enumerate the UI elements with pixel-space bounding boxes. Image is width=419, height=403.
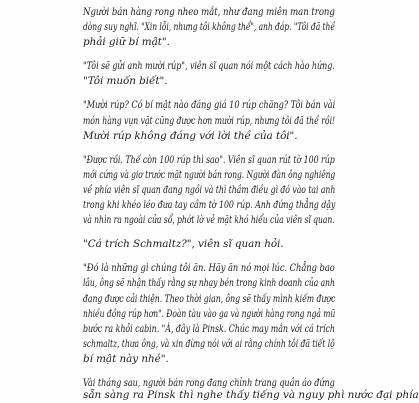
text-line: mới cứng và giơ trước mặt người bán rong. Người đàn ông nghiêng <box>83 168 336 181</box>
text-line: nhiều đồng rúp hơn". Đoàn tàu vào ga và người hàng rong ngả mũ <box>83 307 336 320</box>
text-line: món hàng vụn vặt cũng được hơn mười rúp, nhưng tôi đã thề rồi! <box>83 114 336 127</box>
paragraph <box>83 261 335 367</box>
text-line: "Tôi sẽ gửi anh mười rúp", viên sĩ quan nói một cách hào hứng. <box>83 60 335 73</box>
text-line: Người bán hàng rong nheo mắt, như đang miên man trong <box>83 6 335 18</box>
paragraph <box>83 153 335 228</box>
text-line: trong khi khéo léo đưa tay cầm tờ 100 rúp. Anh đứng thẳng dậy <box>83 199 336 212</box>
body-text <box>83 5 419 401</box>
text-line: "Tôi muốn biết". <box>83 75 168 88</box>
text-line: "Cá trích Schmaltz?", viên sĩ quan hỏi. <box>83 238 284 251</box>
text-line: về phía viên sĩ quan đang ngồi và thì thầm điều gì đó vào tai anh <box>83 183 336 196</box>
text-line: đang được cải thiện. Theo thời gian, ông sẽ thấy mình kiếm được <box>83 292 336 305</box>
text-line: bước ra khỏi cabin. "À, đây là Pinsk. Chúc may mắn với cá trích <box>83 322 335 335</box>
text-line: dòng suy nghĩ. "Xin lỗi, nhưng tôi không thể", anh đáp. "Tôi đã thề <box>83 21 335 34</box>
text-line: Vài tháng sau, người bán rong đang chỉnh trang quần áo đứng <box>83 376 335 389</box>
text-line: "Mười rúp? Có bí mật nào đáng giá 10 rúp chăng? Tôi bán vài <box>83 99 336 112</box>
text-line: bí mật này nhé". <box>83 352 169 365</box>
paragraph <box>83 5 335 50</box>
text-line: và nhìn ra ngoài cửa sổ, phớt lờ vẻ mặt khó hiểu của viên sĩ quan. <box>83 214 335 227</box>
text-line: lâu, ông sẽ nhận thấy rằng sự nhạy bén trong kinh doanh của anh <box>83 277 335 290</box>
text-line: phải giữ bí mật". <box>83 36 170 49</box>
text-line: "Được rồi. Thế còn 100 rúp thì sao". Viên sĩ quan rút tờ 100 rúp <box>83 153 335 166</box>
paragraph <box>83 98 335 143</box>
text-line: Mười rúp không đáng với lời thề của tôi". <box>83 129 298 142</box>
text-line: "Đó là những gì chúng tôi ăn. Hãy ăn nó mọi lúc. Chẳng bao <box>83 262 335 275</box>
cutoff-text-line: sẵn sàng ra Pinsk thì nghe thấy tiếng và nguy phì nước đại phía <box>83 389 419 401</box>
paragraph <box>83 59 335 89</box>
paragraph <box>83 237 335 252</box>
text-line: schmaltz, thưa ông, và xin đừng nói với ai rằng chính tôi đã tiết lộ <box>83 337 335 350</box>
